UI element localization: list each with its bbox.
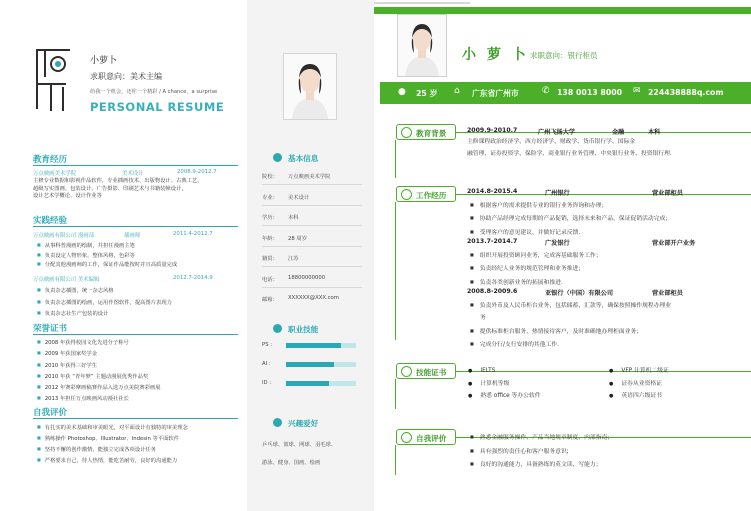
info-row: 邮箱： XXXXXX@XXX.com	[262, 295, 339, 303]
divider	[33, 165, 238, 166]
skill-row: ID :	[262, 380, 367, 399]
edu-date: 2009.9-2010.7	[467, 127, 518, 134]
list-item: ● IELTS	[468, 365, 541, 378]
list-item: ■ 2009 年获国家奖学金	[37, 348, 161, 359]
divider	[33, 418, 238, 419]
practice-date: 2011.4-2012.7	[173, 231, 213, 237]
list-item: ● 计算机等级	[468, 378, 541, 391]
list-item: ■ 从事科普漫画的绘制，并担任漫画主笔	[37, 241, 177, 251]
skills-right-list	[609, 365, 669, 403]
info-row: 电话： 18800000000	[262, 275, 367, 296]
practice-date: 2012.7-2014.9	[173, 275, 213, 281]
list-item: ■ 坚持不懈的创作激情，能独立完成各项设计任务	[37, 444, 188, 455]
section-title-skills-right: 技能证书	[396, 363, 456, 379]
info-row: 专业： 美术设计	[262, 193, 367, 214]
list-item: ■ 2013 年担任万点映画风动漫社社长	[37, 393, 161, 404]
job-role: 营业部开户业务	[652, 240, 696, 247]
list-item: ■ 受理客户的意见建议，并做好记录反馈.	[470, 226, 671, 239]
education-icon	[401, 127, 412, 138]
list-item: ● VFP 计算机二级证	[609, 365, 669, 378]
list-item: ■ 负责杂志社生产包装的设计	[37, 308, 172, 320]
contact-band	[380, 82, 751, 104]
education-major: 美术设计	[122, 171, 144, 177]
chat-icon	[401, 432, 412, 443]
practice-org: 万点映画有限公司 漫画部	[33, 233, 95, 239]
list-item: ■ 2010 年获得三好学生	[37, 360, 161, 371]
skill-bar	[286, 362, 356, 367]
info-row: 年龄： 28 周岁	[262, 234, 367, 255]
list-item: ■ 熟悉金融服务操作、产品当地规章制度、内部指南；	[470, 431, 613, 445]
candidate-name-right: 小 萝 卜	[462, 47, 529, 63]
practice-bullets-2	[37, 285, 172, 320]
honors-list	[37, 337, 161, 405]
briefcase-icon	[401, 189, 412, 200]
list-item: ■ 负责杂志插图的绘画，运用作图软件，提高图片表现力	[37, 297, 172, 309]
list-item: ■ 负责设定人物形象，整体风格，色彩等	[37, 251, 177, 261]
basic-info-list	[262, 172, 367, 316]
skills-left-list	[468, 365, 541, 403]
section-title-basic-info: 基本信息	[288, 154, 319, 163]
education-date: 2008.9-2012.7	[177, 169, 217, 175]
hobby-list: 乒乓球、篮球、网球、羽毛球、 游泳、健身、国画、绘画	[262, 442, 337, 466]
job-bullets	[470, 249, 602, 289]
hobby-icon	[273, 418, 282, 427]
person-icon: ●	[398, 87, 406, 97]
section-title-honors: 荣誉证书	[33, 324, 68, 334]
job-objective: 求职意向：美术主编	[90, 72, 162, 81]
list-item: ■ 严格要求自己，待人热情，能吃苦耐劳，良好的沟通能力	[37, 455, 188, 466]
list-item: ■ 协助产品经理完成每期的产品促销，选择未来和产品，保证促销活动完成；	[470, 212, 671, 225]
practice-role: 插画师	[124, 233, 141, 239]
header-band	[374, 7, 751, 14]
section-title-education: 教育经历	[33, 155, 68, 165]
divider	[33, 334, 238, 335]
job-date: 2014.8-2015.4	[467, 188, 518, 195]
city: 广东省广州市	[472, 89, 519, 98]
self-list	[37, 422, 188, 466]
timeline	[395, 379, 396, 409]
timeline	[395, 445, 396, 475]
section-title-skills: 职业技能	[288, 325, 319, 334]
list-item: ■ 组织开展投资顾问业务，完成客基础服务工作；	[470, 249, 602, 262]
info-row: 学历： 本科	[262, 213, 367, 234]
job-role: 营业部柜员	[652, 290, 683, 297]
section-title-self: 自我评价	[33, 408, 68, 418]
age: 25 岁	[416, 89, 438, 98]
section-title-education-right: 教育背景	[396, 124, 456, 140]
list-item: ■ 负责经纪人业务的规范管理和业务推进；	[470, 262, 602, 275]
phone-icon: ✆	[542, 86, 550, 96]
skill-bar	[286, 343, 356, 348]
list-item: ■ 负责杂志插图，统一杂志风格	[37, 285, 172, 297]
skills-list	[262, 342, 367, 399]
list-item: ■ 良好的沟通能力，具备熟练的英文读、写能力；	[470, 458, 613, 472]
edu-description: 主修课程政治经济学、西方经济学、财政学、货币银行学、国际金 融管理、证券投资学、保险学、商业银行业务管理、中央银行业务、投资银行理.	[467, 139, 672, 157]
profile-photo-right	[397, 14, 447, 77]
section-title-practice: 实践经验	[33, 216, 68, 226]
job-bullets	[470, 199, 671, 239]
list-item: ● 证券从业资格证	[609, 378, 669, 391]
list-item: ■ 具有强烈的责任心和客户服务意识;	[470, 445, 613, 459]
skills-icon	[273, 324, 282, 333]
basic-info-icon	[273, 153, 282, 162]
job-role: 营业部柜员	[652, 190, 683, 197]
job-company: 亚银行（中国）有限公司	[545, 290, 614, 297]
motto: 给我一个机会，还你一个精彩 / A chance，a surprise	[90, 89, 218, 95]
list-item: ■ 负责各类创新业务的拓展和推进.	[470, 276, 602, 289]
skill-row: PS :	[262, 342, 367, 361]
left-resume	[0, 0, 245, 511]
list-item: ■ 2010 年获 “青年梦” 主题动漫展优秀作品奖	[37, 371, 161, 382]
skill-bar	[286, 381, 356, 386]
list-item: ● 英语四六级证书	[609, 390, 669, 403]
email: 224438888q.com	[648, 88, 724, 97]
profile-photo	[283, 53, 337, 120]
certificate-icon	[401, 366, 412, 377]
section-title-self-right: 自我评价	[396, 429, 456, 445]
resume-logo-icon	[34, 47, 76, 113]
info-row: 籍贯： 江苏	[262, 254, 367, 275]
list-item: ■ 完成分行/支行安排的其他工作.	[470, 338, 671, 351]
list-item: ■ 2008 年获得校园文化先进分子称号	[37, 337, 161, 348]
list-item: ■ 分配其他漫画师的工作，保证作品能按时并且高质量完成	[37, 260, 177, 270]
section-title-work: 工作经历	[396, 186, 456, 202]
practice-bullets-1	[37, 241, 177, 270]
section-title-hobby: 兴趣爱好	[288, 419, 319, 428]
list-item: ■ 2012 年赛彩摩画稿赛作品入选万点美院赛彩画展	[37, 382, 161, 393]
edu-major: 金融	[612, 129, 625, 136]
home-icon: ⌂	[454, 86, 460, 96]
job-date: 2013.7-2014.7	[467, 238, 518, 245]
skill-row: AI :	[262, 361, 367, 380]
edu-degree: 本科	[648, 129, 661, 136]
list-item: ■ 负责外币及人民币柜台业务，包括储蓄、汇款等，确保按照操作规程办理业	[470, 299, 671, 312]
list-item-continued: 务	[480, 315, 486, 322]
list-item: ■ 有扎实的美术基础和审美眼光，对平面设计有独特的审美理念	[37, 422, 188, 433]
edu-school: 广州飞扬大学	[538, 129, 576, 136]
self-right-list	[470, 431, 613, 472]
info-row: 院校： 万点映画美术学院	[262, 172, 367, 193]
job-objective-right: 求职意向：银行柜员	[530, 51, 598, 60]
personal-resume-title: PERSONAL RESUME	[90, 100, 225, 114]
timeline	[395, 140, 396, 178]
list-item: ■ 熟练操作 Photoshop、Illustrator、Indesin 等平面软件	[37, 433, 188, 444]
candidate-name: 小萝卜	[90, 56, 118, 66]
job-date: 2008.8-2009.6	[467, 288, 518, 295]
job-bullets	[470, 299, 671, 351]
education-school: 万点映画美术学院	[33, 171, 77, 177]
list-item: ■ 提供标准柜台服务，热情接待客户，及时准确地办理柜面业务；	[470, 325, 671, 338]
practice-org: 万点映画有限公司 美术编辑	[33, 277, 100, 283]
timeline	[395, 202, 396, 340]
job-company: 广州银行	[545, 190, 570, 197]
list-item: ■ 根据客户的需求提供专业的银行业务咨询和办理；	[470, 199, 671, 212]
divider	[33, 226, 238, 227]
mail-icon: ✉	[633, 86, 641, 96]
phone: 138 0013 8000	[557, 88, 623, 97]
list-item: ● 熟悉 office 等办公软件	[468, 390, 541, 403]
job-company: 广发银行	[545, 240, 570, 247]
education-description: 主修专业数据和影视作品软件，专业插画技术、出版物设计、古典工艺、 超级写实图画、包装设计，广告摄影、印刷艺术与书籍装帧设计， 设计艺术学概论、设计作业等	[33, 178, 203, 200]
